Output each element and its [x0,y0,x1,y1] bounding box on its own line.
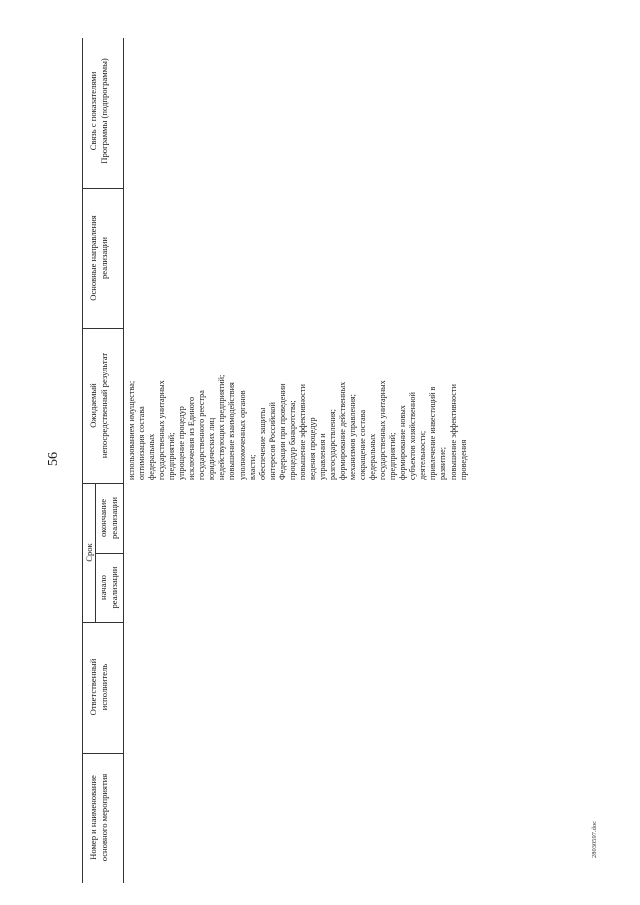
header-term-start [98,555,119,620]
header-col-main-directions [88,190,109,326]
result-line: повышение эффективности [448,384,458,480]
result-line: федеральных [368,433,378,480]
header-term-start-line2: реализации [108,566,119,609]
header-col-responsible [88,626,109,748]
header-col2-line1: Ответственный [88,658,98,716]
header-col7-line2: Программы (подпрограммы) [98,58,109,164]
col-divider-4 [82,483,123,484]
page-number: 56 [46,452,61,466]
result-line: упрощение процедур [177,406,187,480]
document-code: 28030597.doc [591,820,598,858]
col-divider-5 [82,328,123,329]
result-line: исключения из Единого [187,396,197,480]
header-col2-line2: исполнитель [98,663,109,711]
header-term-label: Срок [84,543,94,562]
header-term-end [98,485,119,551]
header-term-end-line2: реализации [108,497,119,539]
header-col1-line2: основного мероприятия [98,773,109,862]
header-term-start-line1: начало [98,575,108,600]
table-top-border [82,38,83,883]
result-line: недействующих предприятий; [217,374,227,480]
result-line: управления и [317,433,327,480]
header-col6-line2: реализации [98,237,109,279]
header-term-end-line1: окончание [98,498,108,538]
result-line: интересов Российской [267,402,277,480]
expected-result-list [127,375,469,480]
result-line: государственных унитарных [157,380,167,480]
col-divider-3 [95,553,123,554]
header-term-group [84,485,95,620]
result-line: повышение взаимодействия [227,382,237,480]
result-line: ведения процедур [307,417,317,480]
col-divider-1 [82,753,123,754]
header-col-expected-result [88,330,109,481]
result-line: юридических лиц [207,417,217,480]
result-line: формирование действенных [337,381,347,480]
header-col1-line1: Номер и наименование [88,775,98,860]
col-divider-2 [82,622,123,623]
result-line: формирование новых [398,405,408,480]
header-col5-line2: непосредственный результат [98,352,109,459]
result-line: процедур банкротства; [287,400,297,480]
result-line: предприятий; [388,432,398,480]
result-line: разгосударствления; [327,409,337,480]
result-line: сокращение состава [358,409,368,480]
result-line: субъектов хозяйственной [408,392,418,480]
result-line: предприятий; [167,432,177,480]
result-line: механизмов управления; [348,394,358,480]
result-line: использованием имущества; [127,380,136,480]
result-line: привлечение инвестиций в [428,386,438,480]
header-col-indicators-link [88,36,109,186]
header-col5-line1: Ожидаемый [88,383,98,428]
result-line: государственных унитарных [378,380,388,480]
result-line: развитие; [438,446,448,480]
table-header-bottom-border [123,38,124,883]
result-line: государственного реестра [197,390,207,480]
result-line: оптимизация состава [137,406,147,480]
result-line: проведения [458,439,468,480]
header-col-number-name [88,760,109,875]
result-line: Федерации при проведении [277,383,287,480]
result-line: уполномоченных органов [237,390,247,480]
header-col6-line1: Основные направления [88,215,98,301]
header-col7-line1: Связь с показателями [88,71,98,151]
result-line: власти; [247,454,257,480]
result-line: федеральных [147,433,157,480]
result-line: обеспечение защиты [257,407,267,480]
col-divider-6 [82,188,123,189]
result-line: деятельности; [418,430,428,480]
result-line: повышение эффективности [297,384,307,480]
